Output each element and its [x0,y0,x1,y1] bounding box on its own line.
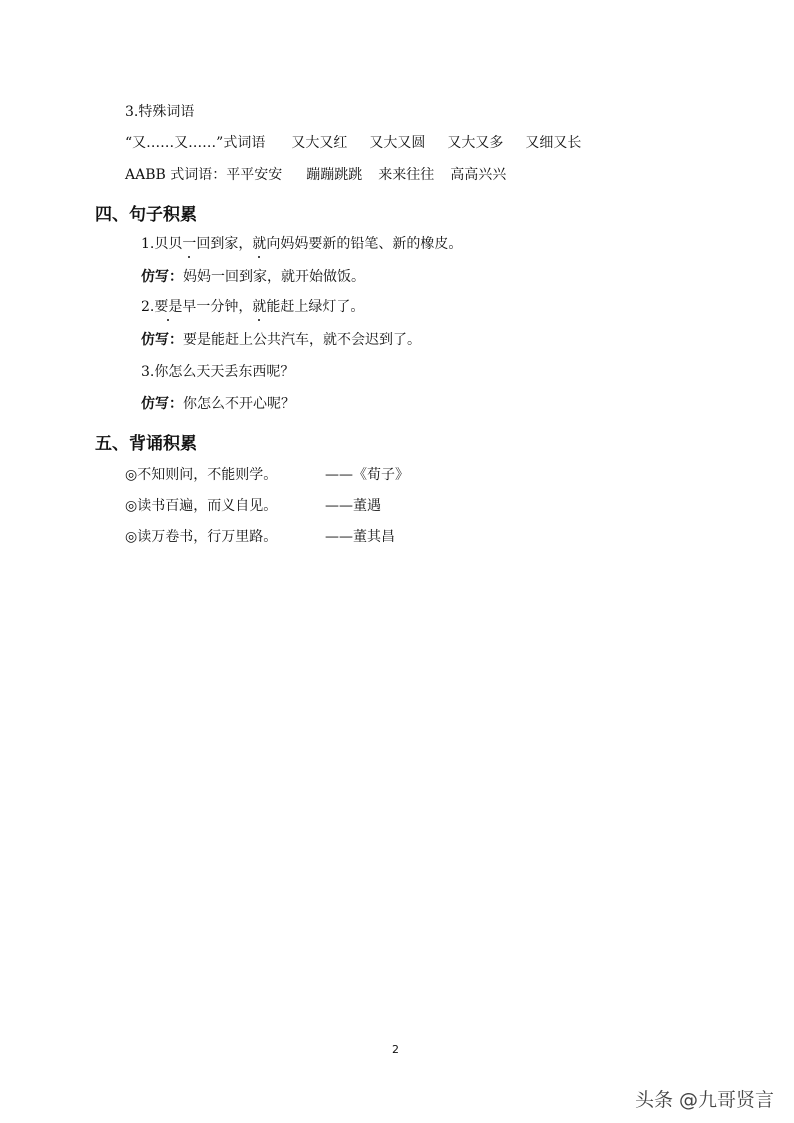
quote-source: ——董遇 [325,498,381,514]
imitation-label: 仿写： [141,396,183,412]
word-item: 又细又长 [525,135,582,151]
word-item: 又大又圆 [369,135,426,151]
emphasis-char: 要是 [154,299,183,315]
quote-source: ——《荀子》 [325,467,409,483]
word-item: 高高兴兴 [450,167,507,183]
word-row-you [125,134,581,152]
imitation-text: 你怎么不开心呢？ [183,396,295,412]
section5-heading: 五、背诵积累 [95,434,197,454]
sentence-text: 能赶上绿灯了。 [266,299,365,315]
imitation-2 [141,331,421,349]
quote-2 [125,497,381,515]
page-number: 2 [392,1043,399,1056]
emphasis-char: 一 [182,236,197,252]
word-row-label: AABB 式词语： [125,167,227,183]
imitation-label: 仿写： [141,332,183,348]
quote-3 [125,528,395,546]
quote-source: ——董其昌 [325,529,395,545]
word-item: 平平安安 [226,167,283,183]
imitation-label: 仿写： [141,269,183,285]
word-item: 又大又多 [447,135,504,151]
word-item: 蹦蹦跳跳 [306,167,363,183]
quote-1 [125,466,409,484]
section3-title: 3.特殊词语 [125,104,195,120]
emphasis-char: 就 [252,236,267,252]
sentence-1 [141,235,462,253]
imitation-text: 妈妈一回到家，就开始做饭。 [183,269,365,285]
section4-heading: 四、句子积累 [95,205,197,225]
sentence-2 [141,298,364,316]
emphasis-char: 就 [252,299,267,315]
imitation-3 [141,395,295,413]
sentence-text: 回到家， [196,236,253,252]
sentence-text: 2. [141,299,155,315]
quote-text: ◎读万卷书，行万里路。 [125,529,278,545]
quote-text: ◎读书百遍，而义自见。 [125,498,278,514]
sentence-3: 3.你怎么天天丢东西呢？ [141,364,295,380]
quote-text: ◎不知则问，不能则学。 [125,467,278,483]
imitation-text: 要是能赶上公共汽车，就不会迟到了。 [183,332,421,348]
imitation-1 [141,268,365,286]
word-item: 来来往往 [378,167,435,183]
sentence-text: 向妈妈要新的铅笔、新的橡皮。 [266,236,463,252]
word-row-label: “又……又……”式词语 [125,135,266,151]
sentence-text: 1.贝贝 [141,236,183,252]
sentence-text: 早一分钟， [182,299,253,315]
word-item: 又大又红 [291,135,348,151]
word-row-aabb [125,166,506,184]
watermark: 头条 @九哥贤言 [634,1089,774,1111]
